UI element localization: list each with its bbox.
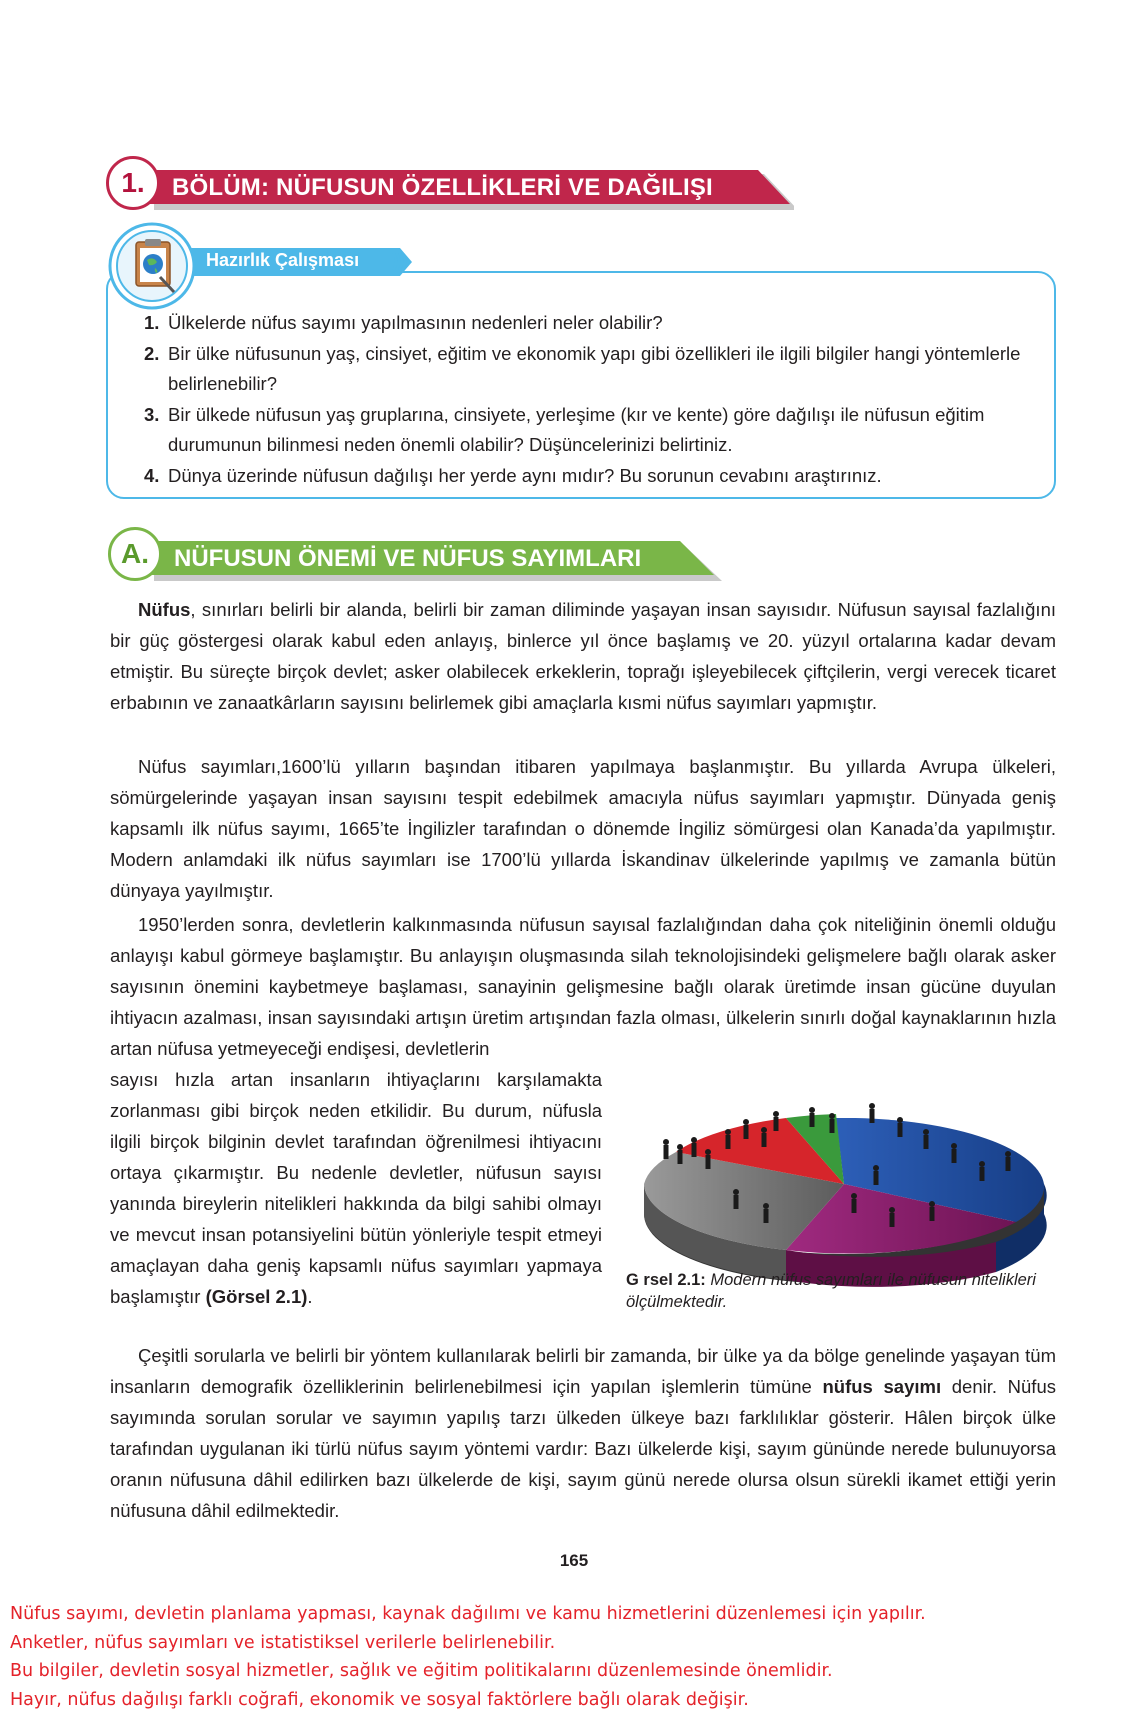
caption-text: Modern nüfus sayımları ile nüfusun nitelikleri ölçülmektedir.	[626, 1271, 1036, 1311]
paragraph-text: 1950’lerden sonra, devletlerin kalkınmasında nüfusun sayısal fazlalığından daha çok niteliğinin önemli olduğu anlayışı kabul görmeye başlamıştır. Bu anlayışın oluşmasında silah teknolojisindeki gelişmelere bağlı olarak asker sayısının önemini kaybetmeye başlaması, sanayinin gelişmesine bağlı olarak üretimde insan gücüne duyulan ihtiyacın azalması, insan sayısındaki artışın üretim artışından fazla olması, ülkelerin sınırlı doğal kaynaklarının hızla artan nüfusa yetmeyeceği endişesi, devletlerin	[110, 914, 1056, 1059]
paragraph-2	[110, 751, 1056, 906]
paragraph-text: denir. Nüfus sayımında sorulan sorular ve sayımın yapılış tarzı ülkeden ülkeye bazı farklılıklar gösterir. Hâlen birçok ülke tarafından uygulanan iki türlü nüfus sayım yöntemi vardır: Bazı ülkelerde kişi, sayım gününde nerede bulunuyorsa oranın nüfusuna dâhil edilirken bazı ülkelerde de kişi, sayım günü nerede olursa olsun sürekli ikamet ettiği yerin nüfusuna dâhil edilmektedir.	[110, 1376, 1056, 1521]
question-text: Bir ülkede nüfusun yaş gruplarına, cinsiyete, yerleşime (kır ve kente) göre dağılışı ile nüfusun eğitim durumunun bilinmesi neden önemli olabilir? Düşüncelerinizi belirtiniz.	[168, 403, 985, 455]
page-number: 165	[559, 1551, 589, 1570]
chevron-arrows-icon: ))))	[392, 250, 404, 270]
chapter-title: BÖLÜM: NÜFUSUN ÖZELLİKLERİ VE DAĞILIŞI	[172, 174, 713, 201]
caption-label: G rsel 2.1:	[626, 1271, 706, 1289]
answer-line: Nüfus sayımı, devletin planlama yapması, kaynak dağılımı ve kamu hizmetlerini düzenlemesi için yapılır.	[10, 1604, 926, 1624]
answer-line: Bu bilgiler, devletin sosyal hizmetler, sağlık ve eğitim politikalarını düzenlemesinde önemlidir.	[10, 1661, 833, 1681]
answer-line: Hayır, nüfus dağılışı farklı coğrafi, ekonomik ve sosyal faktörlere bağlı olarak değişir.	[10, 1689, 749, 1710]
question-text: Dünya üzerinde nüfusun dağılışı her yerde aynı mıdır? Bu sorunun cevabını araştırınız.	[168, 464, 882, 486]
period: .	[307, 1286, 313, 1307]
question-item	[144, 339, 1044, 400]
answer-notes	[10, 1600, 1140, 1714]
question-list	[144, 308, 1044, 491]
paragraph-text: sayısı hızla artan insanların ihtiyaçlarını karşılamakta zorlanması gibi birçok neden etkilidir. Bu durum, nüfusla ilgili birçok bilginin devlet tarafından öğrenilmesi ihtiyacını ortaya çıkarmıştır. Bu nedenle devletler, nüfusun sayısı yanında bireylerin nitelikleri hakkında da bilgi sahibi olmayı ve mevcut insan potansiyelini bütün yönleriyle tespit etmeyi amaçlayan daha geniş kapsamlı nüfus sayımları yapmaya başlamıştır	[110, 1069, 602, 1307]
question-number: 2.	[144, 342, 160, 364]
figure-caption	[626, 1269, 1046, 1313]
question-item	[144, 461, 1044, 492]
paragraph-1	[110, 594, 1056, 718]
question-text: Ülkelerde nüfus sayımı yapılmasının nedenleri neler olabilir?	[168, 312, 663, 333]
answer-line: Anketler, nüfus sayımları ve istatistiksel verilerle belirlenebilir.	[10, 1632, 556, 1653]
question-number: 1.	[144, 312, 160, 333]
clipboard-globe-icon	[108, 222, 196, 310]
section-letter: A.	[108, 527, 162, 581]
paragraph-3-continued	[110, 1064, 602, 1312]
term-nufus: Nüfus	[138, 599, 191, 620]
preparation-label: Hazırlık Çalışması	[206, 250, 360, 270]
chapter-number: 1.	[106, 156, 160, 210]
paragraph-3	[110, 909, 1056, 1064]
paragraph-4	[110, 1340, 1056, 1526]
section-title: NÜFUSUN ÖNEMİ VE NÜFUS SAYIMLARI	[174, 545, 642, 572]
paragraph-text: Nüfus sayımları,1600’lü yılların başından itibaren yapılmaya başlanmıştır. Bu yıllarda Avrupa ülkeleri, sömürgelerinde yaşayan insan sayısını tespit edebilmek amacıyla nüfus sayımları yapmıştır. Dünyada geniş kapsamlı ilk nüfus sayımı, 1665’te İngilizler tarafından o dönemde İngiliz sömürgesi olan Kanada’da yapılmıştır. Modern anlamdaki ilk nüfus sayımları ise 1700’lü yıllarda İskandinav ülkelerinde yapılmış ve zamanla bütün dünyaya yayılmıştır.	[110, 756, 1056, 901]
term-nufus-sayimi: nüfus sayımı	[822, 1376, 942, 1397]
question-item	[144, 308, 1044, 339]
paragraph-text: Çeşitli sorularla ve belirli bir yöntem kullanılarak belirli bir zamanda, bir ülke ya da bölge genelinde yaşayan tüm insanların demografik özelliklerinin belirlenebilmesi için yapılan işlemlerin tümüne	[110, 1345, 1056, 1397]
question-text: Bir ülke nüfusunun yaş, cinsiyet, eğitim ve ekonomik yapı gibi özellikleri ile ilgili bilgiler hangi yöntemlerle belirlenebilir?	[168, 342, 1021, 394]
paragraph-text: , sınırları belirli bir alanda, belirli bir zaman diliminde yaşayan insan sayısıdır. Nüfusun sayısal fazlalığını bir güç göstergesi olarak kabul eden anlayış, binlerce yıl önce başlamış ve 20. yüzyıl ortalarına kadar devam etmiştir. Bu süreçte birçok devlet; asker olabilecek erkeklerin, toprağı işleyebilecek çiftçilerin, vergi verecek ticaret erbabının ve zanaatkârların sayısını belirlemek gibi amaçlarla kısmi nüfus sayımları yapmıştır.	[110, 599, 1056, 713]
question-number: 3.	[144, 403, 160, 425]
question-item	[144, 400, 1044, 461]
population-pie-figure	[636, 1092, 1056, 1292]
figure-reference: (Görsel 2.1)	[205, 1286, 308, 1307]
question-number: 4.	[144, 464, 160, 486]
